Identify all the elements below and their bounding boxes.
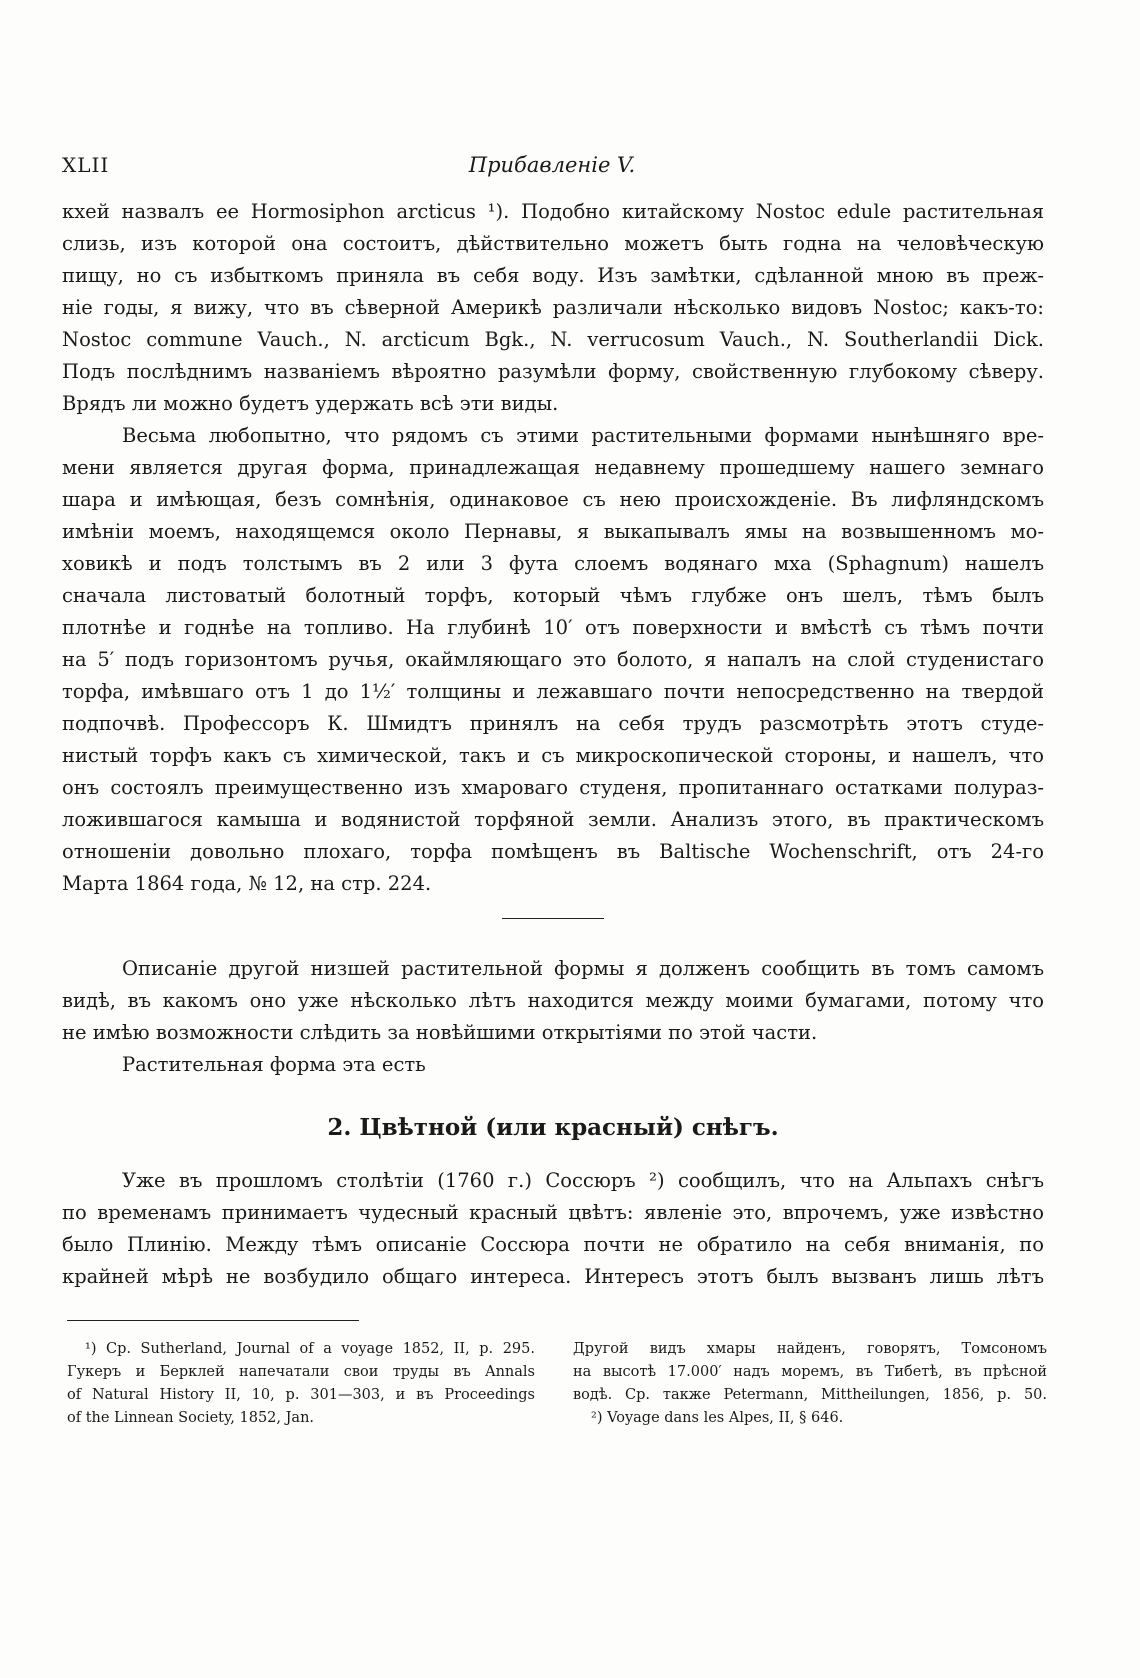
text-line: Весьма любопытно, что рядомъ съ этими растительными формами нынѣшняго вре- — [122, 424, 1044, 447]
footnote-line: Другой видъ хмары найденъ, говорятъ, Томсономъ — [573, 1341, 1047, 1357]
text-line: мени является другая форма, принадлежащая недавнему прошедшему нашего земнаго — [62, 456, 1044, 479]
page-number: XLII — [62, 153, 110, 177]
footnote-line: на высотѣ 17.000′ надъ моремъ, въ Тибетѣ, въ прѣсной — [573, 1364, 1047, 1380]
text-line: крайней мѣрѣ не возбудило общаго интереса. Интересъ этотъ былъ вызванъ лишь лѣтъ — [62, 1265, 1044, 1288]
footnote-line: водѣ. Ср. также Petermann, Mittheilungen, 1856, p. 50. — [573, 1387, 1047, 1403]
section-divider — [502, 918, 604, 919]
footnote-line: ²) Voyage dans les Alpes, II, § 646. — [591, 1410, 844, 1426]
footnote-line: ¹) Cp. Sutherland, Journal of a voyage 1852, II, p. 295. — [85, 1341, 535, 1357]
text-line: онъ состоялъ преимущественно изъ хмароваго студеня, пропитаннаго остатками полураз- — [62, 776, 1044, 799]
text-line: Подъ послѣднимъ названіемъ вѣроятно разумѣли форму, свойственную глубокому сѣверу. — [62, 360, 1044, 383]
text-line: ніе годы, я вижу, что въ сѣверной Америкѣ различали нѣсколько видовъ Nostoc; какъ-то: — [62, 296, 1044, 319]
text-line: Nostoc commune Vauch., N. arcticum Bgk., N. verrucosum Vauch., N. Southerlandii Dick. — [62, 328, 1044, 351]
text-line: подпочвѣ. Профессоръ К. Шмидтъ принялъ на себя трудъ разсмотрѣть этотъ студе- — [62, 712, 1044, 735]
footnote-line: Гукеръ и Берклей напечатали свои труды въ Annals — [67, 1364, 535, 1380]
text-line: было Плинію. Между тѣмъ описаніе Соссюра почти не обратило на себя вниманія, по — [62, 1233, 1044, 1256]
paragraph — [62, 196, 1044, 420]
section-heading: 2. Цвѣтной (или красный) снѣгъ. — [327, 1114, 779, 1141]
text-line: имѣніи моемъ, находящемся около Пернавы, я выкапывалъ ямы на возвышенномъ мо- — [62, 520, 1044, 543]
text-line: слизь, изъ которой она состоитъ, дѣйствительно можетъ быть годна на человѣческую — [62, 232, 1044, 255]
text-line: по временамъ принимаетъ чудесный красный цвѣтъ: явленіе это, впрочемъ, уже извѣстно — [62, 1201, 1044, 1224]
paragraph — [62, 1049, 1044, 1081]
text-line: пищу, но съ избыткомъ приняла въ себя воду. Изъ замѣтки, сдѣланной мною въ преж- — [62, 264, 1044, 287]
paragraph — [62, 1165, 1044, 1293]
footnote-column-right — [573, 1338, 1047, 1430]
page-header — [62, 153, 1042, 183]
text-line: нистый торфъ какъ съ химической, такъ и съ микроскопической стороны, и нашелъ, что — [62, 744, 1044, 767]
text-line: Описаніе другой низшей растительной формы я долженъ сообщить въ томъ самомъ — [122, 957, 1044, 980]
text-line: ложившагося камыша и водянистой торфяной земли. Анализъ этого, въ практическомъ — [62, 808, 1044, 831]
text-line: не имѣю возможности слѣдить за новѣйшими открытіями по этой части. — [62, 1021, 818, 1044]
footnote-rule — [67, 1320, 359, 1321]
text-line: плотнѣе и годнѣе на топливо. На глубинѣ 10′ отъ поверхности и вмѣстѣ съ тѣмъ почти — [62, 616, 1044, 639]
text-line: кхей назвалъ ее Hormosiphon arcticus ¹). Подобно китайскому Nostoc edule растительная — [62, 200, 1044, 223]
text-line: сначала листоватый болотный торфъ, который чѣмъ глубже онъ шелъ, тѣмъ былъ — [62, 584, 1044, 607]
text-line: шара и имѣющая, безъ сомнѣнія, одинаковое съ нею происхожденіе. Въ лифляндскомъ — [62, 488, 1044, 511]
text-line: Врядъ ли можно будетъ удержать всѣ эти виды. — [62, 392, 559, 415]
footnote-column-left — [67, 1338, 535, 1430]
text-line: видѣ, въ какомъ оно уже нѣсколько лѣтъ находится между моими бумагами, потому что — [62, 989, 1044, 1012]
text-line: Марта 1864 года, № 12, на стр. 224. — [62, 872, 432, 895]
running-title: Прибавленіе V. — [468, 153, 636, 177]
text-line: Уже въ прошломъ столѣтіи (1760 г.) Соссюръ ²) сообщилъ, что на Альпахъ снѣгъ — [122, 1169, 1044, 1192]
text-line: Растительная форма эта есть — [122, 1053, 426, 1076]
footnote-line: of Natural History II, 10, p. 301—303, и въ Proceedings — [67, 1387, 535, 1403]
text-line: ховикѣ и подъ толстымъ въ 2 или 3 фута слоемъ водянаго мха (Sphagnum) нашелъ — [62, 552, 1044, 575]
footnote-line: of the Linnean Society, 1852, Jan. — [67, 1410, 315, 1426]
paragraph — [62, 420, 1044, 900]
paragraph — [62, 953, 1044, 1049]
text-line: отношеніи довольно плохаго, торфа помѣщенъ въ Baltische Wochenschrift, отъ 24-го — [62, 840, 1044, 863]
text-line: на 5′ подъ горизонтомъ ручья, окаймляющаго это болото, я напалъ на слой студенистаго — [62, 648, 1044, 671]
body-text — [62, 196, 1044, 1293]
text-line: торфа, имѣвшаго отъ 1 до 1½′ толщины и лежавшаго почти непосредственно на твердой — [62, 680, 1044, 703]
